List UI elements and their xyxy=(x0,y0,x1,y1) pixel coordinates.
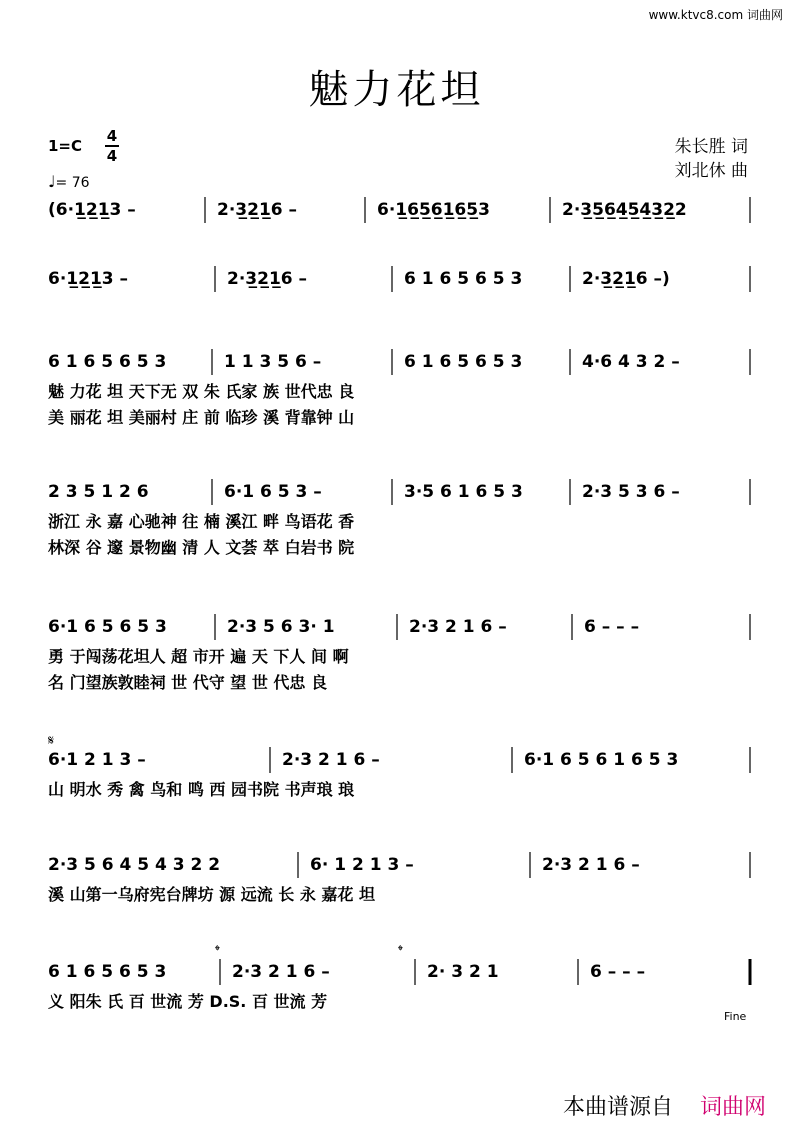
measure-notes: 1 1 3 5 6 – xyxy=(224,352,322,372)
site-watermark: www.ktvc8.com 词曲网 xyxy=(648,8,783,22)
footer-brand-link[interactable]: 词曲网 xyxy=(700,1095,767,1120)
measure-notes: 6 1 6 5 6 5 3 xyxy=(48,962,167,982)
measure-notes: 6 – – – xyxy=(584,617,640,637)
coda-icon: 𝄌 xyxy=(398,943,403,959)
lyric-line: 名 门望族敦睦祠 世 代守 望 世 代忠 良 xyxy=(48,673,327,692)
lyric-line: 林深 谷 邃 景物幽 清 人 文荟 萃 白岩书 院 xyxy=(48,538,355,557)
key-signature: 1=C xyxy=(48,137,83,155)
composer-credit: 刘北休 曲 xyxy=(674,161,748,181)
measure-notes: 6 1 6 5 6 5 3 xyxy=(404,352,523,372)
measure-notes: 4·6 4 3 2 – xyxy=(582,352,680,372)
measure-notes: 6·1 6 5 6 1 6 5 3 xyxy=(524,750,679,770)
meter-top: 4 xyxy=(106,127,118,145)
tempo-value: = 76 xyxy=(55,175,90,191)
measure-notes: 2·3 2 1 6 – xyxy=(282,750,380,770)
measure-notes: 2·3̲2̲1̲6 – xyxy=(217,200,298,220)
lyric-line: 义 阳朱 氏 百 世流 芳 D.S. 百 世流 芳 xyxy=(48,992,328,1011)
song-title: 魅力花坦 xyxy=(308,67,485,113)
measure-notes: 2·3 5 3 6 – xyxy=(582,482,680,502)
measure-notes: 2·3 5 6 3· 1 xyxy=(227,617,335,637)
measure-notes: 6·1 6 5 3 – xyxy=(224,482,322,502)
measure-notes: 2·3 2 1 6 – xyxy=(542,855,640,875)
measure-notes: 6 1 6 5 6 5 3 xyxy=(404,269,523,289)
measure-notes: 2·3̲2̲1̲6 –) xyxy=(582,269,670,289)
fine-label: Fine xyxy=(724,1010,747,1023)
lyric-line: 美 丽花 坦 美丽村 庄 前 临珍 溪 背靠钟 山 xyxy=(48,408,355,427)
measure-notes: 2 3 5 1 2 6 xyxy=(48,482,149,502)
lyric-line: 浙江 永 嘉 心驰神 往 楠 溪江 畔 鸟语花 香 xyxy=(48,512,355,531)
measure-notes: 2· 3 2 1 xyxy=(427,962,499,982)
measure-notes: 6 – – – xyxy=(590,962,646,982)
measure-notes: (6·1̲2̲1̲3 – xyxy=(48,200,136,220)
lyricist-credit: 朱长胜 词 xyxy=(674,137,748,157)
lyric-line: 山 明水 秀 禽 鸟和 鸣 西 园书院 书声琅 琅 xyxy=(48,780,355,799)
quarter-note-icon: ♩ xyxy=(48,172,56,191)
measure-notes: 6·1 2 1 3 – xyxy=(48,750,146,770)
measure-notes: 3·5 6 1 6 5 3 xyxy=(404,482,523,502)
measure-notes: 6·1 6 5 6 5 3 xyxy=(48,617,167,637)
lyric-line: 勇 于闯荡花坦人 超 市开 遍 天 下人 间 啊 xyxy=(48,647,349,666)
lyric-line: 溪 山第一乌府宪台牌坊 源 远流 长 永 嘉花 坦 xyxy=(48,885,375,904)
tempo-marking xyxy=(48,172,90,191)
lyric-line: 魅 力花 坦 天下无 双 朱 氏家 族 世代忠 良 xyxy=(48,382,355,401)
segno-icon: 𝄋 xyxy=(48,733,55,749)
measure-notes: 2·3 5 6 4 5 4 3 2 2 xyxy=(48,855,221,875)
measure-notes: 2·3 2 1 6 – xyxy=(409,617,507,637)
footer-source-text: 本曲谱源自 xyxy=(563,1095,674,1120)
coda-icon: 𝄌 xyxy=(215,943,220,959)
measure-notes: 6·1̲6̲5̲6̲1̲6̲5̲3 xyxy=(377,200,490,220)
measure-notes: 2·3̲5̲6̲4̲5̲4̲3̲2̲2 xyxy=(562,200,687,220)
measure-notes: 6·1̲2̲1̲3 – xyxy=(48,269,129,289)
measure-notes: 6 1 6 5 6 5 3 xyxy=(48,352,167,372)
meter-bottom: 4 xyxy=(106,147,118,165)
time-signature xyxy=(105,128,119,164)
measure-notes: 2·3̲2̲1̲6 – xyxy=(227,269,308,289)
measure-notes: 6· 1 2 1 3 – xyxy=(310,855,414,875)
measure-notes: 2·3 2 1 6 – xyxy=(232,962,330,982)
